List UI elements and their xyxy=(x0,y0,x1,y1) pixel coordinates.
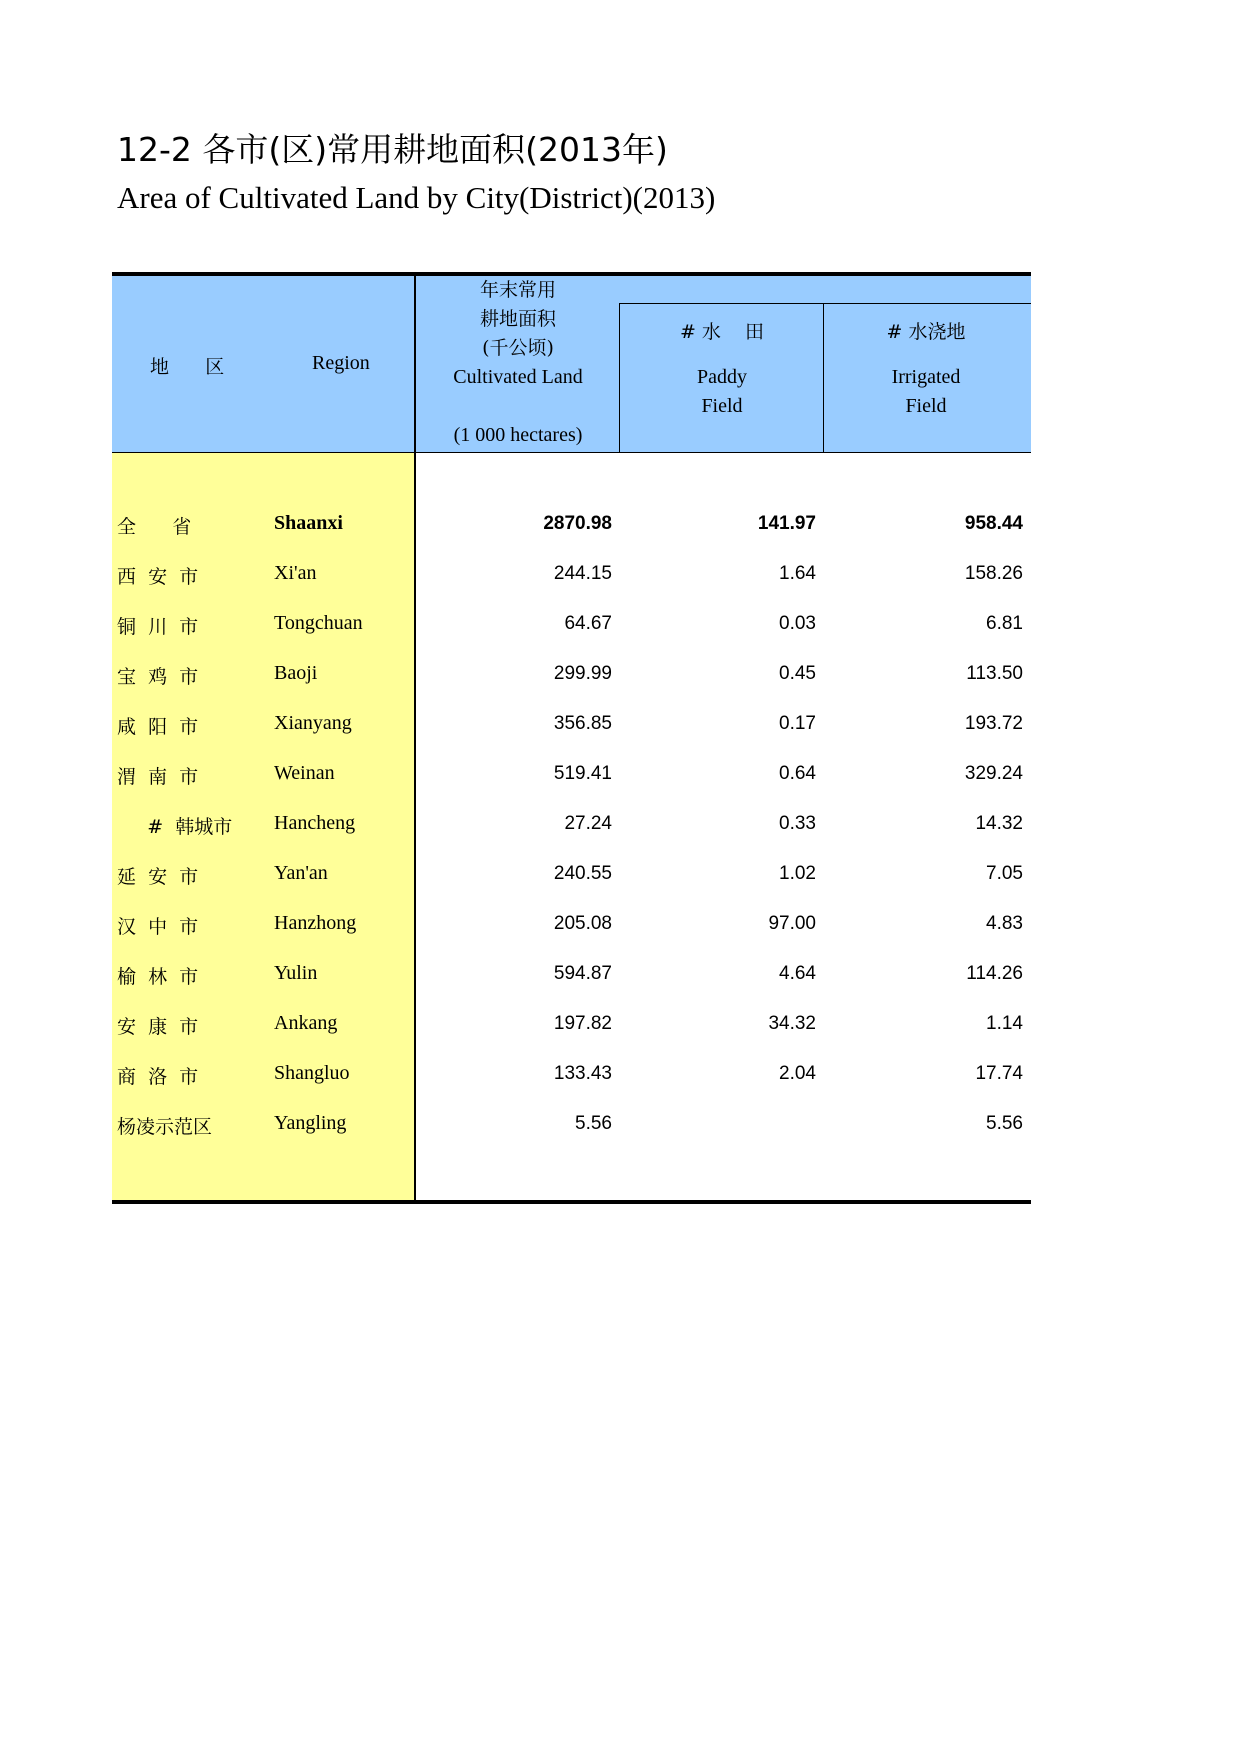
region-name-en: Ankang xyxy=(274,1012,338,1034)
cultivated-value: 5.56 xyxy=(575,1113,612,1134)
irrigated-value: 7.05 xyxy=(986,863,1023,884)
header-cultivated-en: Cultivated Land xyxy=(453,366,583,388)
region-name-cn: 咸 阳 市 xyxy=(117,716,199,738)
cultivated-value: 594.87 xyxy=(553,963,612,984)
region-name-cn: 铜 川 市 xyxy=(117,616,199,638)
paddy-value: 141.97 xyxy=(757,513,816,534)
region-name-en: Shangluo xyxy=(274,1062,350,1084)
region-name-cn: # 韩城市 xyxy=(117,816,233,838)
region-name-en: Yulin xyxy=(274,962,318,984)
table-bottom-rule xyxy=(112,1200,1031,1204)
table-row xyxy=(112,800,1031,850)
irrigated-value: 114.26 xyxy=(966,963,1023,984)
cultivated-value: 205.08 xyxy=(553,913,612,934)
irrigated-value: 193.72 xyxy=(964,713,1023,734)
region-name-cn: 西 安 市 xyxy=(117,566,199,588)
page-title-cn: 12-2 各市(区)常用耕地面积(2013年) xyxy=(117,130,668,169)
table-row xyxy=(112,900,1031,950)
irrigated-value: 4.83 xyxy=(986,913,1023,934)
subheader-line xyxy=(620,303,1031,304)
irrigated-value: 5.56 xyxy=(986,1113,1023,1134)
region-name-cn: 杨凌示范区 xyxy=(117,1116,213,1138)
header-bottom-line xyxy=(112,452,1031,453)
header-cultivated-unit: (1 000 hectares) xyxy=(453,424,583,446)
irrigated-value: 329.24 xyxy=(964,763,1023,784)
cultivated-value: 519.41 xyxy=(553,763,612,784)
cultivated-value: 27.24 xyxy=(564,813,612,834)
region-name-cn: 商 洛 市 xyxy=(117,1066,199,1088)
header-cultivated-cn-1: 年末常用 xyxy=(479,279,556,301)
paddy-value: 2.04 xyxy=(779,1063,816,1084)
cultivated-value: 133.43 xyxy=(553,1063,612,1084)
region-name-cn: 汉 中 市 xyxy=(117,916,199,938)
paddy-value: 4.64 xyxy=(779,963,816,984)
cultivated-value: 299.99 xyxy=(553,663,612,684)
table-row xyxy=(112,600,1031,650)
table-row xyxy=(112,750,1031,800)
irrigated-value: 113.50 xyxy=(966,663,1023,684)
region-name-en: Baoji xyxy=(274,662,318,684)
paddy-value: 1.64 xyxy=(779,563,816,584)
region-name-en: Hancheng xyxy=(274,812,356,834)
region-name-en: Weinan xyxy=(274,762,335,784)
header-paddy-en-2: Field xyxy=(701,395,743,417)
region-name-cn: 渭 南 市 xyxy=(117,766,199,788)
header-paddy-en-1: Paddy xyxy=(697,366,747,388)
irrigated-value: 14.32 xyxy=(975,813,1023,834)
region-name-cn: 全 省 xyxy=(117,516,192,538)
cultivated-value: 356.85 xyxy=(553,713,612,734)
header-irrigated-en-1: Irrigated xyxy=(891,366,961,388)
header-region-cn: 地 区 xyxy=(150,356,225,378)
table-row xyxy=(112,950,1031,1000)
header-paddy xyxy=(620,318,824,421)
cultivated-value: 240.55 xyxy=(553,863,612,884)
header-irrigated-en-2: Field xyxy=(905,395,947,417)
cultivated-value: 2870.98 xyxy=(543,513,612,534)
region-name-en: Yangling xyxy=(274,1112,347,1134)
region-name-cn: 安 康 市 xyxy=(117,1016,199,1038)
region-name-en: Shaanxi xyxy=(274,512,343,534)
irrigated-value: 158.26 xyxy=(964,563,1023,584)
region-name-en: Hanzhong xyxy=(274,912,357,934)
header-region-en: Region xyxy=(312,352,370,374)
header-irrigated xyxy=(824,318,1028,421)
table-row xyxy=(112,1100,1031,1150)
irrigated-value: 958.44 xyxy=(964,513,1023,534)
table-row xyxy=(112,850,1031,900)
table-row xyxy=(112,700,1031,750)
table-row xyxy=(112,550,1031,600)
irrigated-value: 17.74 xyxy=(975,1063,1023,1084)
region-name-cn: 宝 鸡 市 xyxy=(117,666,199,688)
paddy-value: 0.64 xyxy=(779,763,816,784)
header-cultivated-cn-3: (千公顷) xyxy=(482,337,554,359)
region-name-en: Yan'an xyxy=(274,862,328,884)
header-cultivated xyxy=(416,276,620,450)
page-title-en: Area of Cultivated Land by City(District)(2013) xyxy=(117,180,716,215)
paddy-value: 0.03 xyxy=(779,613,816,634)
region-name-en: Xi'an xyxy=(274,562,317,584)
paddy-value: 0.17 xyxy=(779,713,816,734)
paddy-value: 0.45 xyxy=(779,663,816,684)
cultivated-value: 197.82 xyxy=(553,1013,612,1034)
header-irrigated-cn: # 水浇地 xyxy=(886,321,966,343)
cultivated-value: 244.15 xyxy=(553,563,612,584)
header-paddy-cn: # 水 田 xyxy=(679,321,765,343)
region-name-en: Tongchuan xyxy=(274,612,363,634)
table-row xyxy=(112,500,1031,550)
table-row xyxy=(112,650,1031,700)
paddy-value: 97.00 xyxy=(768,913,816,934)
paddy-value: 34.32 xyxy=(768,1013,816,1034)
header-cultivated-cn-2: 耕地面积 xyxy=(479,308,556,330)
region-name-cn: 延 安 市 xyxy=(117,866,199,888)
irrigated-value: 1.14 xyxy=(986,1013,1023,1034)
table-row xyxy=(112,1050,1031,1100)
cultivated-value: 64.67 xyxy=(564,613,612,634)
paddy-value: 1.02 xyxy=(779,863,816,884)
region-name-en: Xianyang xyxy=(274,712,352,734)
paddy-value: 0.33 xyxy=(779,813,816,834)
table-row xyxy=(112,1000,1031,1050)
region-name-cn: 榆 林 市 xyxy=(117,966,199,988)
irrigated-value: 6.81 xyxy=(986,613,1023,634)
